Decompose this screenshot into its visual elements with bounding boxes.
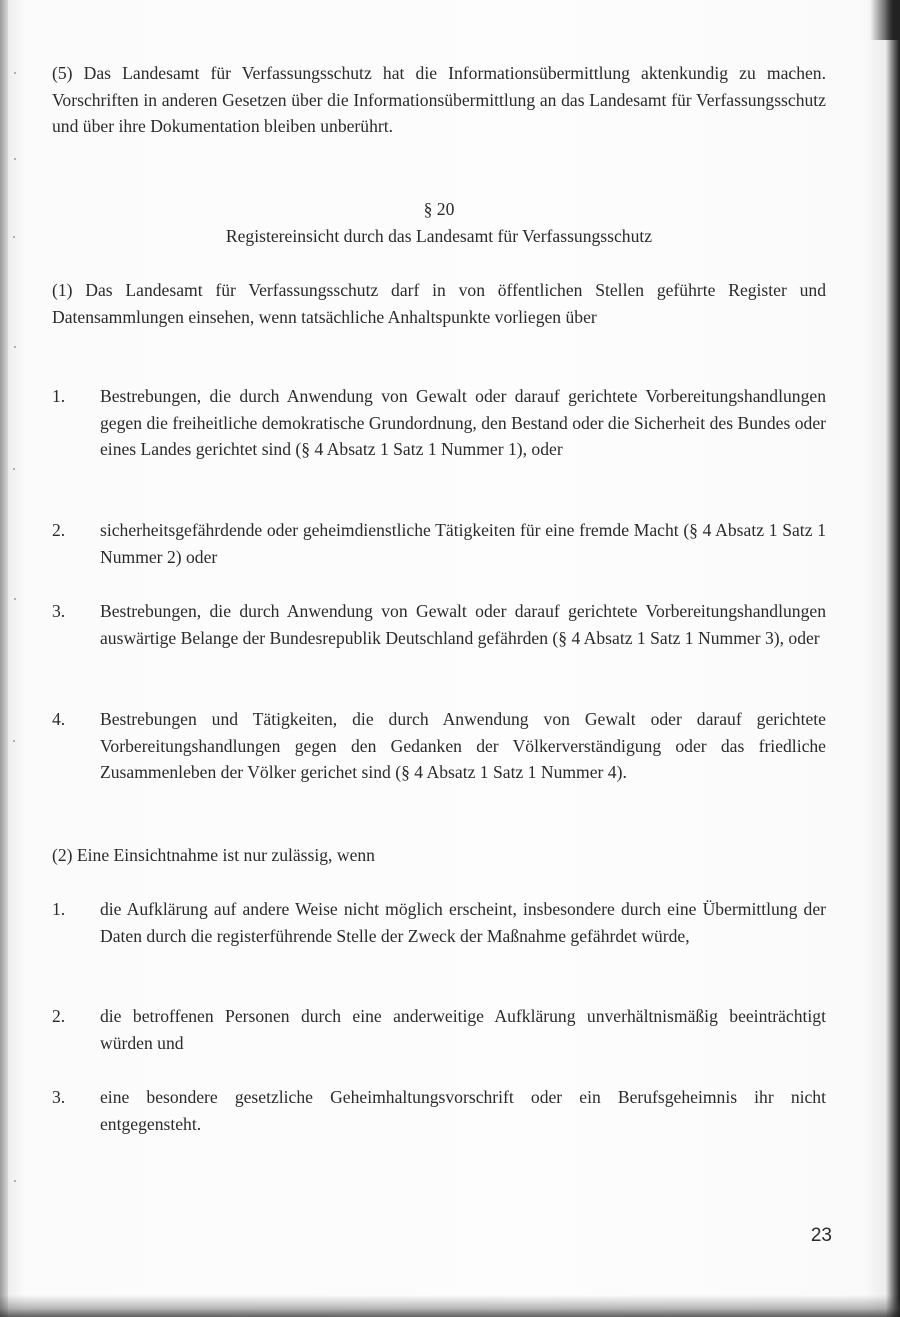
list-item-text: sicherheitsgefährdende oder geheimdienstliche Tätigkeiten für eine fremde Macht (§ 4 Absatz 1 Satz 1 Nummer 2) oder xyxy=(100,520,826,567)
list-item xyxy=(52,706,826,786)
scan-speck xyxy=(14,158,16,160)
scan-speck xyxy=(13,740,15,742)
list-item-number: 2. xyxy=(52,520,66,540)
scan-speck xyxy=(14,72,16,74)
scan-speck xyxy=(13,236,15,238)
list-item-number: 3. xyxy=(52,1087,66,1107)
page-right-edge xyxy=(886,0,900,1317)
scan-speck xyxy=(14,1180,16,1182)
scan-speck xyxy=(13,468,15,470)
list-item xyxy=(52,1003,826,1056)
list-item-text: eine besondere gesetzliche Geheimhaltungsvorschrift oder ein Berufsgeheimnis ihr nicht entgegensteht. xyxy=(100,1087,826,1134)
list-item-number: 2. xyxy=(52,1006,66,1026)
list-item-text: Bestrebungen, die durch Anwendung von Gewalt oder darauf gerichtete Vorbereitungshandlungen gegen die freiheitliche demokratische Grundordnung, den Bestand oder die Sicherheit des Bundes oder eines Landes gerichtet sind (§ 4 Absatz 1 Satz 1 Nummer 1), oder xyxy=(100,386,826,459)
paragraph-5: (5) Das Landesamt für Verfassungsschutz hat die Informationsübermittlung aktenkundig zu machen. Vorschriften in anderen Gesetzen über die Informationsübermittlung an das Landesamt für Verfassungsschutz und über ihre Dokumentation bleiben unberührt. xyxy=(52,63,826,136)
list-item xyxy=(52,517,826,570)
list-item-text: die betroffenen Personen durch eine anderweitige Aufklärung unverhältnismäßig beeinträchtigt würden und xyxy=(100,1006,826,1053)
list-item-text: Bestrebungen und Tätigkeiten, die durch Anwendung von Gewalt oder darauf gerichtete Vorbereitungshandlungen gegen den Gedanken der Völkerverständigung oder das friedliche Zusammenleben der Völker gerichet sind (§ 4 Absatz 1 Satz 1 Nummer 4). xyxy=(100,709,826,782)
list-item xyxy=(52,896,826,949)
list-item-number: 1. xyxy=(52,899,66,919)
section-title: Registereinsicht durch das Landesamt für Verfassungsschutz xyxy=(225,226,653,246)
scan-speck xyxy=(14,598,16,600)
page-number: 23 xyxy=(810,1225,832,1246)
list-item-text: Bestrebungen, die durch Anwendung von Gewalt oder darauf gerichtete Vorbereitungshandlungen auswärtige Belange der Bundesrepublik Deutschland gefährden (§ 4 Absatz 1 Satz 1 Nummer 3), oder xyxy=(100,601,826,648)
subsection-2-intro: (2) Eine Einsichtnahme ist nur zulässig, wenn xyxy=(52,845,375,865)
page-corner-shadow xyxy=(870,0,900,40)
list-item-number: 1. xyxy=(52,386,66,406)
section-number: § 20 xyxy=(423,199,455,219)
list-item xyxy=(52,383,826,463)
list-item-number: 4. xyxy=(52,709,66,729)
scan-speck xyxy=(14,346,16,348)
list-item-text: die Aufklärung auf andere Weise nicht möglich erscheint, insbesondere durch eine Übermittlung der Daten durch die registerführende Stelle der Zweck der Maßnahme gefährdet würde, xyxy=(100,899,826,946)
list-item-number: 3. xyxy=(52,601,66,621)
binding-edge xyxy=(0,0,8,1317)
page-bottom-shadow xyxy=(0,1295,900,1317)
list-item xyxy=(52,598,826,651)
subsection-1-intro: (1) Das Landesamt für Verfassungsschutz darf in von öffentlichen Stellen geführte Register und Datensammlungen einsehen, wenn tatsächliche Anhaltspunkte vorliegen über xyxy=(52,280,826,327)
list-item xyxy=(52,1084,826,1137)
